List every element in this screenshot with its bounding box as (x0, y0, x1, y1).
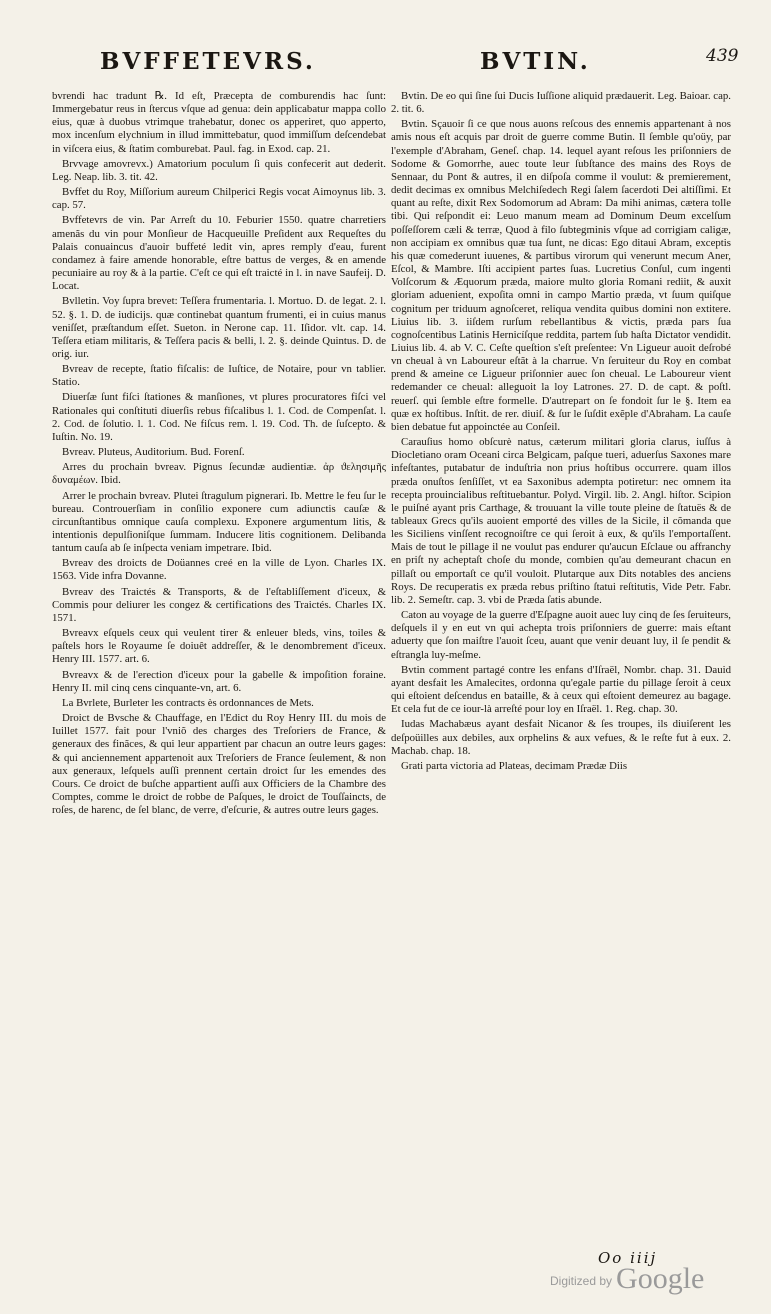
dictionary-entry: La Bvrlete, Burleter les contracts ès ordonnances de Mets. (62, 696, 314, 709)
running-head-right: BVTIN. (480, 48, 591, 75)
dictionary-entry: Bvffetevrs de vin. Par Arreſt du 10. Feburier 1550. quatre charretiers amenãs du vin pour Monſieur de Hacqueuille Preſident aux Requeſtes du Palais conuaincus d'auoir buffeté ledit vin, apres remply d'eau, furent condamez à faire amende honorable, eſtre battus de verges, & en amende pecuniaire au roy & à la partie. C'eſt ce qui eſt traicté in l. in nave Saufeij. D. Locat. (52, 214, 386, 293)
running-head-left: BVFFETEVRS. (100, 48, 316, 75)
dictionary-entry: Droict de Bvsche & Chauffage, en l'Edict du Roy Henry III. du mois de Iuillet 1577. fait pour l'vniõ des charges des Treſoriers de France, & generaux des finãces, & qui leur appartient par chacun an outre leurs gages: & qui anciennement appartenoit aux Treſoriers de France ſeulement, & non aux generaux, leſquels auſſi prennent certain droict ſur les emendes des Cours. Ce droict de buſche appartient auſſi aux Officiers de la Chambre des Comptes, comme le droict de robbe de Paſques, le droict de Touſſaincts, de roſes, de harenc, de ſel blanc, de verre, d'eſcurie, & autres outre leurs gages. (52, 712, 386, 817)
dictionary-entry: Bvtin comment partagé contre les enfans d'Iſraël, Nombr. chap. 31. Dauid ayant desfait les Amalecites, ordonna qu'egale partie du pillage ſeroit à ceux qui eſtoient deſcendus en bataille, & à ceux qui eſtoient demeurez au bagage. Et cela fut de ce iour-là arreſté pour loy en Iſraël. 1. Reg. chap. 30. (391, 663, 731, 716)
dictionary-entry: Bvffet du Roy, Miſſorium aureum Chilperici Regis vocat Aimoynus lib. 3. cap. 57. (52, 186, 386, 212)
watermark-prefix: Digitized by (550, 1274, 613, 1288)
dictionary-entry: Caton au voyage de la guerre d'Eſpagne auoit auec luy cinq de ſes ſeruiteurs, deſquels il y en eut vn qui achepta trois priſonniers de guerre: mais eſtant aduerty que ſon maiſtre l'auoit ſceu, auant que venir deuant luy, il ſe pendit & eſtrangla luy-meſme. (391, 609, 731, 661)
dictionary-entry: Grati parta victoria ad Plateas, decimam Prædæ Diis (401, 759, 628, 772)
dictionary-entry: Arres du prochain bvreav. Pignus ſecundæ audientiæ. ἀρ ϑελησιμῆς δυναμέων. Ibid. (52, 461, 386, 487)
signature-mark: Oo iiij (598, 1249, 658, 1267)
google-watermark (550, 1262, 704, 1296)
dictionary-entry: Bvreav des Traictés & Transports, & de l'eſtabliſſement d'iceux, & Commis pour deliurer les congez & certifications des Traictés. Charles IX. 1571. (52, 585, 386, 624)
dictionary-entry: Bvreavx & de l'erection d'iceux pour la gabelle & impoſition foraine. Henry II. mil cinq cens cinquante-vn, art. 6. (52, 668, 386, 694)
right-column (391, 90, 731, 775)
dictionary-entry: Iudas Machabæus ayant desfait Nicanor & ſes troupes, ils diuiſerent les deſpoüilles aux debiles, aux orphelins & aux vefues, & le reſte fut à eux. 2. Machab. chap. 18. (391, 718, 731, 757)
dictionary-entry: Bvreav des droicts de Doüannes creé en la ville de Lyon. Charles IX. 1563. Vide infra Dovanne. (52, 557, 386, 583)
dictionary-entry: Carauſius homo obſcurè natus, cæterum militari gloria clarus, iuſſus à Diocletiano oram Oceani circa Belgicam, paſque tueri, aduerſus Saxones mare infeſtantes, putabatur de induſtria non prius hoſtibus occurrere. quam illos præda onuſtos ſenſiſſet, vt ea Saxonibus adempta potiretur: nec omnem ita recepta prouincialibus reſtituebantur. Polyd. Virgil. lib. 2. Angl. hiſtor. Scipion le puiſné ayant pris Carthage, & trouuant la ville toute pleine de ſtatuës & de tableaux Grecs qu'ils auoient emporté des villes de la Sicile, il cõmanda que les Siciliens vinſſent recognoiſtre ce qui ſeroit à eux, & qu'ils l'emportaſſent. Mais de tout le pillage il ne voulut pas endurer qu'aucun Eſclaue ou affranchy en priſt ny acheptaſt choſe du monde, combien qu'au demeurant chacun en pillaſt ou emportaſt ce qu'il vouloit. Plutarque aux Dits notables des anciens Roys. De recuperatis ex præda rebus priſtino ſtatui reſtitutis, Vide Petr. Fabr. lib. 2. Semeſtr. cap. 3. vbi de Præda ſatis abunde. (391, 436, 731, 606)
dictionary-entry: Bvreavx eſquels ceux qui veulent tirer & enleuer bleds, vins, toiles & paſtels hors le Royaume ſe doiuêt addreſſer, & le denombrement d'iceux. Henry III. 1577. art. 6. (52, 627, 386, 666)
page-number: 439 (706, 46, 739, 66)
dictionary-entry: bvrendi hac tradunt ℞. Id eſt, Præcepta de comburendis hac ſunt: Immergebatur reus in ſtercus vſque ad genua: dein applicabatur mappa collo eius, quæ à duobus vtrimque trahebatur, donec os apperiret, quo apperto, mox incenſum elychnium in illud immittebatur, quod immiſſum deſcendebat in viſcera eius, & ſtatim comburebat. Paul. fag. in Exod. cap. 21. (52, 90, 386, 155)
dictionary-entry: Brvvage amovrevx.) Amatorium poculum ſi quis confecerit aut dederit. Leg. Neap. lib. 3. tit. 42. (52, 157, 386, 183)
dictionary-entry: Bvtin. Sçauoir ſi ce que nous auons reſcous des ennemis appartenant à nos amis nous eſt acquis par droit de guerre comme Butin. Il ſemble qu'oüy, par l'exemple d'Abraham, Geneſ. chap. 14. lequel ayant reſous les priſonniers de Sodome & Gomorrhe, auec toute leur ſubſtance des mains des Roys de Sennaar, du Pont & autres, il en diſpoſa comme il voulut: & premierement, dedit decimas ex omnibus Melchiſedech Regi ſalem ſacerdoti Dei altiſſimi. Et quant au reſte, dixit Rex Sodomorum ad Abram: Da mihi animas, cætera tolle tibi. Qui reſpondit ei: Leuo manum meam ad Dominum Deum excelſum poſſeſſorem cæli & terræ, Quod à filo ſubtegminis vſque ad corrigiam caligæ, non accipiam ex omnibus quæ tua ſunt, ne dicas: Ego ditaui Abram, exceptis his quæ comederunt iuuenes, & partibus virorum qui venerunt mecum Aner, Eſcol, & Mambre. Iſti accipient partes ſuas. Lucretius Conſul, cum ingenti Volſcorum & Æquorum præda, maiore multo gloria Romani rediit, & auxit gloriam aduenient, expoſita omni in campo Martio præda, vt ſuum quiſque cognitum per triduum agnoſceret, reliqua vendita quibus domini non extitere. Liuius lib. 3. iiſdem rurſum rebellantibus & victis, præda pars ſua cognoſcentibus Latinis Hernicíſque reddita, partem ſub haſta Dictator vendidit. Liuius lib. 4. ab V. C. Ceſte queſtion s'eſt preſentee: Vn Ligueur auoit deſrobé vn cheual à vn Laboureur eſtãt à la charrue. Vn ſeruiteur du Roy en combat prend & ameine ce Ligueur priſonnier auec ſon cheual. Le Laboureur vient redemander ce cheual: alleguoit la loy Latrones. 27. D. de capt. & poſtl. reuerſ. qui ſemble eſtre formelle. D'autrepart on ſe fondoit ſur le §. Item ea quæ ex hoſtibus. Inſtit. de rer. diuiſ. & ſur le ſuſdit exẽple d'Abraham. La cauſe bien debatue fut appoinctée au Conſeil. (391, 118, 731, 433)
left-column (52, 90, 386, 819)
dictionary-entry: Bvtin. De eo qui ſine ſui Ducis Iuſſione aliquid prædauerit. Leg. Baioar. cap. 2. tit. 6. (391, 90, 731, 116)
dictionary-entry: Arrer le prochain bvreav. Plutei ſtragulum pignerari. Ib. Mettre le feu ſur le bureau. Controuerſiam in conſilio exponere cum adiunctis cauſæ & circunſtantibus omnique cauſa complexu. Exponere argumentum litis, & intentionis depulſioniſque ſummam. Inducere litis cognitionem. Delibanda tantum cauſa ab ſe inſpecta veniam impetrare. Ibid. (52, 489, 386, 555)
google-logo: Google (616, 1262, 705, 1295)
dictionary-entry: Bvreav. Pluteus, Auditorium. Bud. Forenſ. (62, 446, 245, 459)
dictionary-entry: Diuerſæ ſunt fiſci ſtationes & manſiones, vt plures procuratores fiſci vel Rationales qui conſtituti diuerſis rebus fiſcalibus l. 1. Cod. de Compenſat. l. 2. Cod. de ſolutio. l. 1. Cod. Ne fiſcus rem. l. 19. Cod. Th. de ſuſcepto. & Iuſtin. No. 19. (52, 391, 386, 443)
dictionary-entry: Bvreav de recepte, ſtatio fiſcalis: de Iuſtice, de Notaire, pour vn tablier. Statio. (52, 363, 386, 389)
dictionary-entry: Bvlletin. Voy ſupra brevet: Teſſera frumentaria. l. Mortuo. D. de legat. 2. l. 52. §. 1. D. de iudicijs. quæ continebat quantum frumenti, ei in cuius manus veniſſet, præſtandum eſſet. Sueton. in Nerone cap. 11. Iſidor. vlt. cap. 14. Teſſera etiam militaris, & Teſſera pacis & belli, l. 2. §. deinde Quintus. D. de orig. iur. (52, 295, 386, 360)
